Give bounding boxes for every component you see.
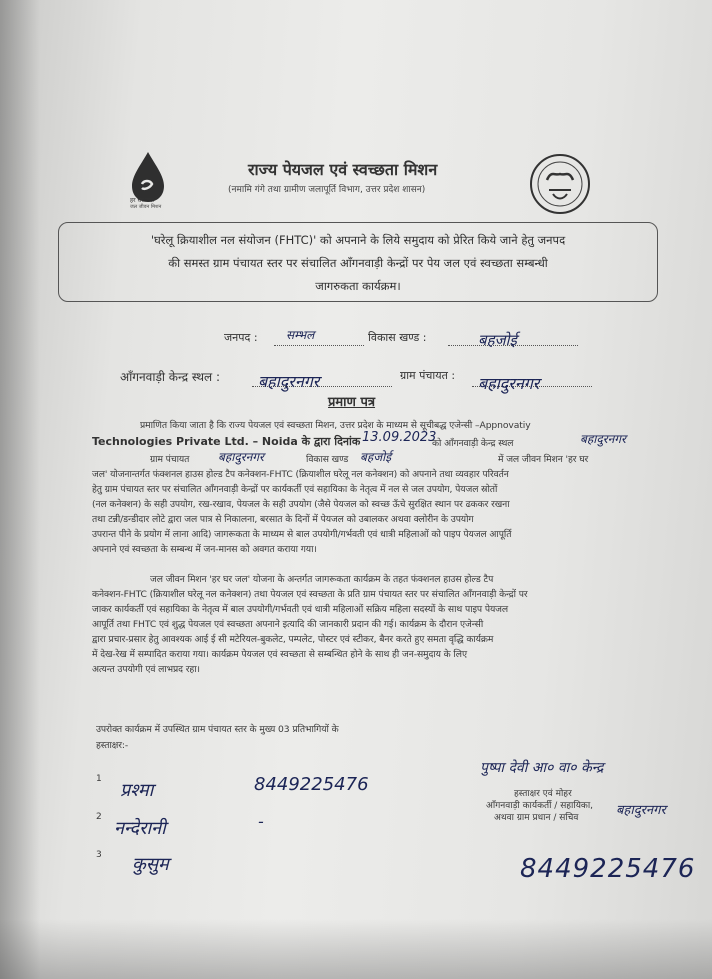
program-date: 13.09.2023: [362, 430, 437, 445]
para2-line-2: कनेक्शन-FHTC (क्रियाशील घरेलू नल कनेक्शन) तथा पेयजल एवं स्वच्छता के प्रति ग्राम पंचायत स्तर पर संचालित आँगनवाड़ी केन्द्रों पर: [92, 589, 528, 600]
para1-line-3a: ग्राम पंचायत: [150, 454, 190, 465]
block-label: विकास खण्ड :: [368, 331, 427, 344]
para1-line-7: तथा टन्नी/डन्डीदार लोटे द्वारा जल पात्र से निकालना, बरसात के दिनों में पेयजल को उबालकर अथवा क्लोरीन के उपयोग: [92, 514, 474, 525]
centre-location-inline: बहादुरनगर: [580, 432, 626, 446]
district-value: सम्भल: [286, 328, 315, 342]
attendee-2-number: 2: [96, 812, 102, 822]
district-underline: [274, 345, 364, 346]
signatory-line-1: हस्ताक्षर एवं मोहर: [514, 789, 572, 799]
para1-line-4: जल' योजनान्तर्गत फंक्शनल हाउस होल्ड टैप कनेक्शन-FHTC (क्रियाशील घरेलू नल कनेक्शन) को अपनाने तथा व्यवहार परिवर्तन: [92, 469, 509, 480]
para2-line-7: अत्यन्त उपयोगी एवं लाभप्रद रहा।: [92, 664, 200, 675]
signatory-phone: 8449225476: [520, 854, 696, 884]
signatory-line-3: अथवा ग्राम प्रधान / सचिव: [494, 813, 579, 823]
para2-line-3: जाकर कार्यकर्ती एवं सहायिका के नेतृत्व में बाल उपयोगी/गर्भवती एवं धात्री महिलाओं सक्रिय महिला सदस्यों के साथ पाइप पेयजल: [92, 604, 509, 615]
para2-line-5: द्वारा प्रचार-प्रसार हेतु आवश्यक आई ई सी मटेरियल-बुकलेट, पम्पलेट, पोस्टर एवं स्टीकर, बैनर करते हुए समता वृद्धि कार्यक्रम: [92, 634, 494, 645]
para1-line-3e: में जल जीवन मिशन 'हर घर: [498, 454, 589, 465]
attendees-intro: उपरोक्त कार्यक्रम में उपस्थित ग्राम पंचायत स्तर के मुख्य 03 प्रतिभागियों के: [96, 724, 339, 735]
para1-line-6: (नल कनेक्शन) के सही उपयोग, रख-रखाव, पेयजल के सही उपयोग (जैसे पेयजल को स्वच्छ ऊँचे सुरक्षित स्थान पर ढककर रखना: [92, 499, 510, 510]
para1-line-5: हेतु ग्राम पंचायत स्तर पर संचालित आँगनवाड़ी केन्द्रों पर कार्यकर्ती एवं सहायिका के नेतृत्व में नल से जल उपयोग, पेयजल स्रोतों: [92, 484, 498, 495]
banner-line-1: 'घरेलू क्रियाशील नल संयोजन (FHTC)' को अपनाने के लिये समुदाय को प्रेरित किये जाने हेतु जनपद: [150, 233, 566, 247]
para2-line-6: में देख-रेख में सम्पादित कराया गया। कार्यक्रम पेयजल एवं स्वच्छता से सम्बन्धित होने के साथ ही जन-समुदाय के लिए: [92, 649, 467, 660]
certificate-title: प्रमाण पत्र: [328, 395, 376, 410]
attendee-2-name: नन्देरानी: [114, 818, 166, 839]
banner-line-2: की समस्त ग्राम पंचायत स्तर पर संचालित आँगनवाड़ी केन्द्रों पर पेय जल एवं स्वच्छता सम्बन्धी: [168, 256, 548, 270]
centre-value: बहादुरनगर: [258, 372, 320, 391]
banner-line-3: जागरुकता कार्यक्रम।: [315, 279, 401, 293]
attendee-1-name: प्रश्मा: [120, 780, 154, 801]
signatory-place: बहादुरनगर: [616, 803, 666, 818]
jal-jeevan-mission-logo: [118, 150, 178, 220]
panchayat-label: ग्राम पंचायत :: [400, 369, 456, 382]
logo-subtext: जल जीवन मिशन: [130, 204, 162, 210]
para1-line-8: उपरान्त पीने के प्रयोग में लाना आदि) जागरूकता के माध्यम से बाल उपयोगी/गर्भवती एवं धात्री महिलाओं को पाइप पेयजल आपूर्ति: [92, 529, 512, 540]
block-value: बहजोई: [478, 331, 517, 349]
para1-line-9: अपनाने एवं स्वच्छता के सम्बन्ध में जन-मानस को अवगत कराया गया।: [92, 544, 317, 555]
attendee-3-name: कुसुम: [132, 854, 169, 875]
mission-title: राज्य पेयजल एवं स्वच्छता मिशन: [248, 160, 438, 179]
attendee-2-phone: -: [258, 812, 264, 831]
signatory-signature: पुष्पा देवी आ० वा० केन्द्र: [480, 760, 604, 776]
attendees-signatures-label: हस्ताक्षर:-: [96, 740, 129, 751]
up-government-emblem: [527, 146, 593, 226]
program-banner: [58, 222, 658, 302]
page-bottom-shadow: [0, 919, 712, 979]
logo-text: हर घर जल: [130, 197, 154, 204]
attendee-3-number: 3: [96, 850, 102, 860]
para2-line-1: जल जीवन मिशन 'हर घर जल' योजना के अन्तर्गत जागरूकता कार्यक्रम के तहत फंक्शनल हाउस होल्ड टैप: [150, 574, 494, 585]
block-inline: बहजोई: [360, 450, 392, 464]
para1-line-2b: को आँगनवाड़ी केन्द्र स्थल: [432, 438, 514, 449]
attendee-1-number: 1: [96, 774, 102, 784]
centre-label: आँगनवाड़ी केन्द्र स्थल :: [120, 370, 221, 384]
district-label: जनपद :: [224, 331, 258, 344]
para1-line-3c: विकास खण्ड: [306, 454, 349, 465]
attendee-1-phone: 8449225476: [254, 774, 369, 795]
para1-line-1: प्रमाणित किया जाता है कि राज्य पेयजल एवं स्वच्छता मिशन, उत्तर प्रदेश के माध्यम से सूचीबद्ध एजेन्सी –Appnovatiy: [140, 420, 531, 431]
mission-subtitle: (नमामि गंगे तथा ग्रामीण जलापूर्ति विभाग, उत्तर प्रदेश शासन): [228, 185, 426, 195]
signatory-line-2: आँगनवाड़ी कार्यकर्ती / सहायिका,: [486, 801, 594, 811]
panchayat-value: बहादुरनगर: [478, 374, 540, 393]
page-shadow: [0, 0, 40, 979]
para1-line-2a: Technologies Private Ltd. – Noida के द्वारा दिनांक: [92, 435, 361, 448]
panchayat-inline: बहादुरनगर: [218, 450, 264, 464]
para2-line-4: आपूर्ति तथा FHTC एवं शुद्ध पेयजल एवं स्वच्छता अपनाने इत्यादि की जानकारी प्रदान की गई। कार्यक्रम के दौरान एजेन्सी: [92, 619, 484, 630]
